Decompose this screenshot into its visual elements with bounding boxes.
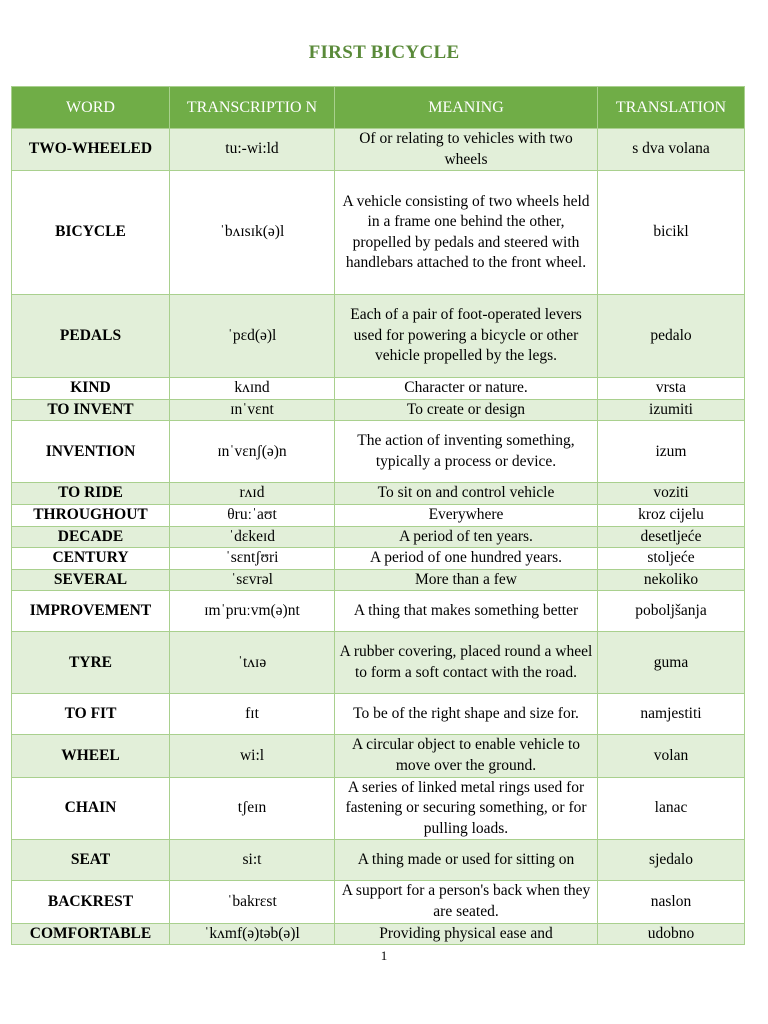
cell-transcription: ɪnˈvɛnt: [170, 399, 335, 421]
cell-transcription: ˈbʌɪsɪk(ə)l: [170, 171, 335, 295]
cell-meaning: Of or relating to vehicles with two wheels: [335, 129, 598, 171]
cell-word: SEVERAL: [12, 569, 170, 591]
cell-translation: sjedalo: [598, 840, 745, 881]
page-title: FIRST BICYCLE: [308, 42, 460, 63]
cell-word: CENTURY: [12, 548, 170, 570]
table-row: [12, 923, 745, 945]
cell-translation: volan: [598, 735, 745, 777]
cell-translation: pedalo: [598, 295, 745, 378]
cell-word: PEDALS: [12, 295, 170, 378]
cell-transcription: rʌɪd: [170, 483, 335, 505]
table-row: [12, 632, 745, 694]
cell-meaning: A vehicle consisting of two wheels held in a frame one behind the other, propelled by pedals and steered with handlebars attached to the front wheel.: [335, 171, 598, 295]
cell-transcription: ˈdɛkeɪd: [170, 526, 335, 548]
table-row: [12, 777, 745, 840]
cell-translation: udobno: [598, 923, 745, 945]
table-row: [12, 694, 745, 735]
table-row: [12, 526, 745, 548]
cell-transcription: ˈpɛd(ə)l: [170, 295, 335, 378]
cell-word: BICYCLE: [12, 171, 170, 295]
table-row: [12, 504, 745, 526]
cell-transcription: tʃeɪn: [170, 777, 335, 840]
cell-meaning: The action of inventing something, typically a process or device.: [335, 421, 598, 483]
cell-transcription: ˈtʌɪə: [170, 632, 335, 694]
vocabulary-table: [11, 86, 745, 945]
cell-translation: izumiti: [598, 399, 745, 421]
cell-word: TWO-WHEELED: [12, 129, 170, 171]
cell-transcription: ˈsɛvrəl: [170, 569, 335, 591]
cell-meaning: To create or design: [335, 399, 598, 421]
header-meaning: MEANING: [335, 87, 598, 129]
cell-meaning: More than a few: [335, 569, 598, 591]
cell-transcription: ˈkʌmf(ə)təb(ə)l: [170, 923, 335, 945]
cell-transcription: ɪmˈpruːvm(ə)nt: [170, 591, 335, 632]
cell-translation: vrsta: [598, 378, 745, 400]
cell-translation: voziti: [598, 483, 745, 505]
cell-word: TO FIT: [12, 694, 170, 735]
cell-meaning: To be of the right shape and size for.: [335, 694, 598, 735]
header-word: WORD: [12, 87, 170, 129]
table-row: [12, 129, 745, 171]
cell-meaning: A rubber covering, placed round a wheel to form a soft contact with the road.: [335, 632, 598, 694]
cell-word: THROUGHOUT: [12, 504, 170, 526]
cell-word: WHEEL: [12, 735, 170, 777]
cell-meaning: A period of one hundred years.: [335, 548, 598, 570]
cell-translation: nekoliko: [598, 569, 745, 591]
table-row: [12, 735, 745, 777]
cell-translation: kroz cijelu: [598, 504, 745, 526]
cell-meaning: A thing made or used for sitting on: [335, 840, 598, 881]
cell-transcription: ˈsɛntʃʊri: [170, 548, 335, 570]
cell-transcription: wi:l: [170, 735, 335, 777]
table-row: [12, 421, 745, 483]
cell-translation: desetljeće: [598, 526, 745, 548]
table-row: [12, 548, 745, 570]
cell-meaning: Character or nature.: [335, 378, 598, 400]
cell-translation: naslon: [598, 881, 745, 923]
table-row: [12, 171, 745, 295]
cell-word: TO RIDE: [12, 483, 170, 505]
cell-transcription: fɪt: [170, 694, 335, 735]
cell-meaning: A period of ten years.: [335, 526, 598, 548]
cell-word: TYRE: [12, 632, 170, 694]
cell-meaning: Providing physical ease and: [335, 923, 598, 945]
cell-transcription: ˈbakrɛst: [170, 881, 335, 923]
header-translation: TRANSLATION: [598, 87, 745, 129]
cell-transcription: θruːˈaʊt: [170, 504, 335, 526]
table-body: [12, 129, 745, 945]
cell-meaning: Each of a pair of foot-operated levers used for powering a bicycle or other vehicle propelled by the legs.: [335, 295, 598, 378]
cell-transcription: si:t: [170, 840, 335, 881]
table-row: [12, 881, 745, 923]
header-transcription: TRANSCRIPTIO N: [170, 87, 335, 129]
cell-translation: lanac: [598, 777, 745, 840]
cell-meaning: A circular object to enable vehicle to move over the ground.: [335, 735, 598, 777]
cell-translation: bicikl: [598, 171, 745, 295]
cell-translation: stoljeće: [598, 548, 745, 570]
cell-word: DECADE: [12, 526, 170, 548]
cell-word: SEAT: [12, 840, 170, 881]
cell-translation: poboljšanja: [598, 591, 745, 632]
cell-meaning: A series of linked metal rings used for fastening or securing something, or for pulling loads.: [335, 777, 598, 840]
cell-word: BACKREST: [12, 881, 170, 923]
page-number: 1: [380, 948, 388, 963]
table-row: [12, 483, 745, 505]
table-row: [12, 378, 745, 400]
cell-word: CHAIN: [12, 777, 170, 840]
cell-transcription: tu:-wi:ld: [170, 129, 335, 171]
cell-translation: izum: [598, 421, 745, 483]
cell-meaning: To sit on and control vehicle: [335, 483, 598, 505]
cell-transcription: ɪnˈvɛnʃ(ə)n: [170, 421, 335, 483]
cell-meaning: A thing that makes something better: [335, 591, 598, 632]
table-row: [12, 399, 745, 421]
table-row: [12, 840, 745, 881]
cell-word: TO INVENT: [12, 399, 170, 421]
cell-translation: namjestiti: [598, 694, 745, 735]
table-row: [12, 569, 745, 591]
table-row: [12, 591, 745, 632]
cell-meaning: Everywhere: [335, 504, 598, 526]
cell-word: KIND: [12, 378, 170, 400]
cell-transcription: kʌɪnd: [170, 378, 335, 400]
table-row: [12, 295, 745, 378]
cell-word: INVENTION: [12, 421, 170, 483]
cell-word: IMPROVEMENT: [12, 591, 170, 632]
cell-translation: guma: [598, 632, 745, 694]
cell-translation: s dva volana: [598, 129, 745, 171]
cell-meaning: A support for a person's back when they are seated.: [335, 881, 598, 923]
table-header-row: [12, 87, 745, 129]
cell-word: COMFORTABLE: [12, 923, 170, 945]
